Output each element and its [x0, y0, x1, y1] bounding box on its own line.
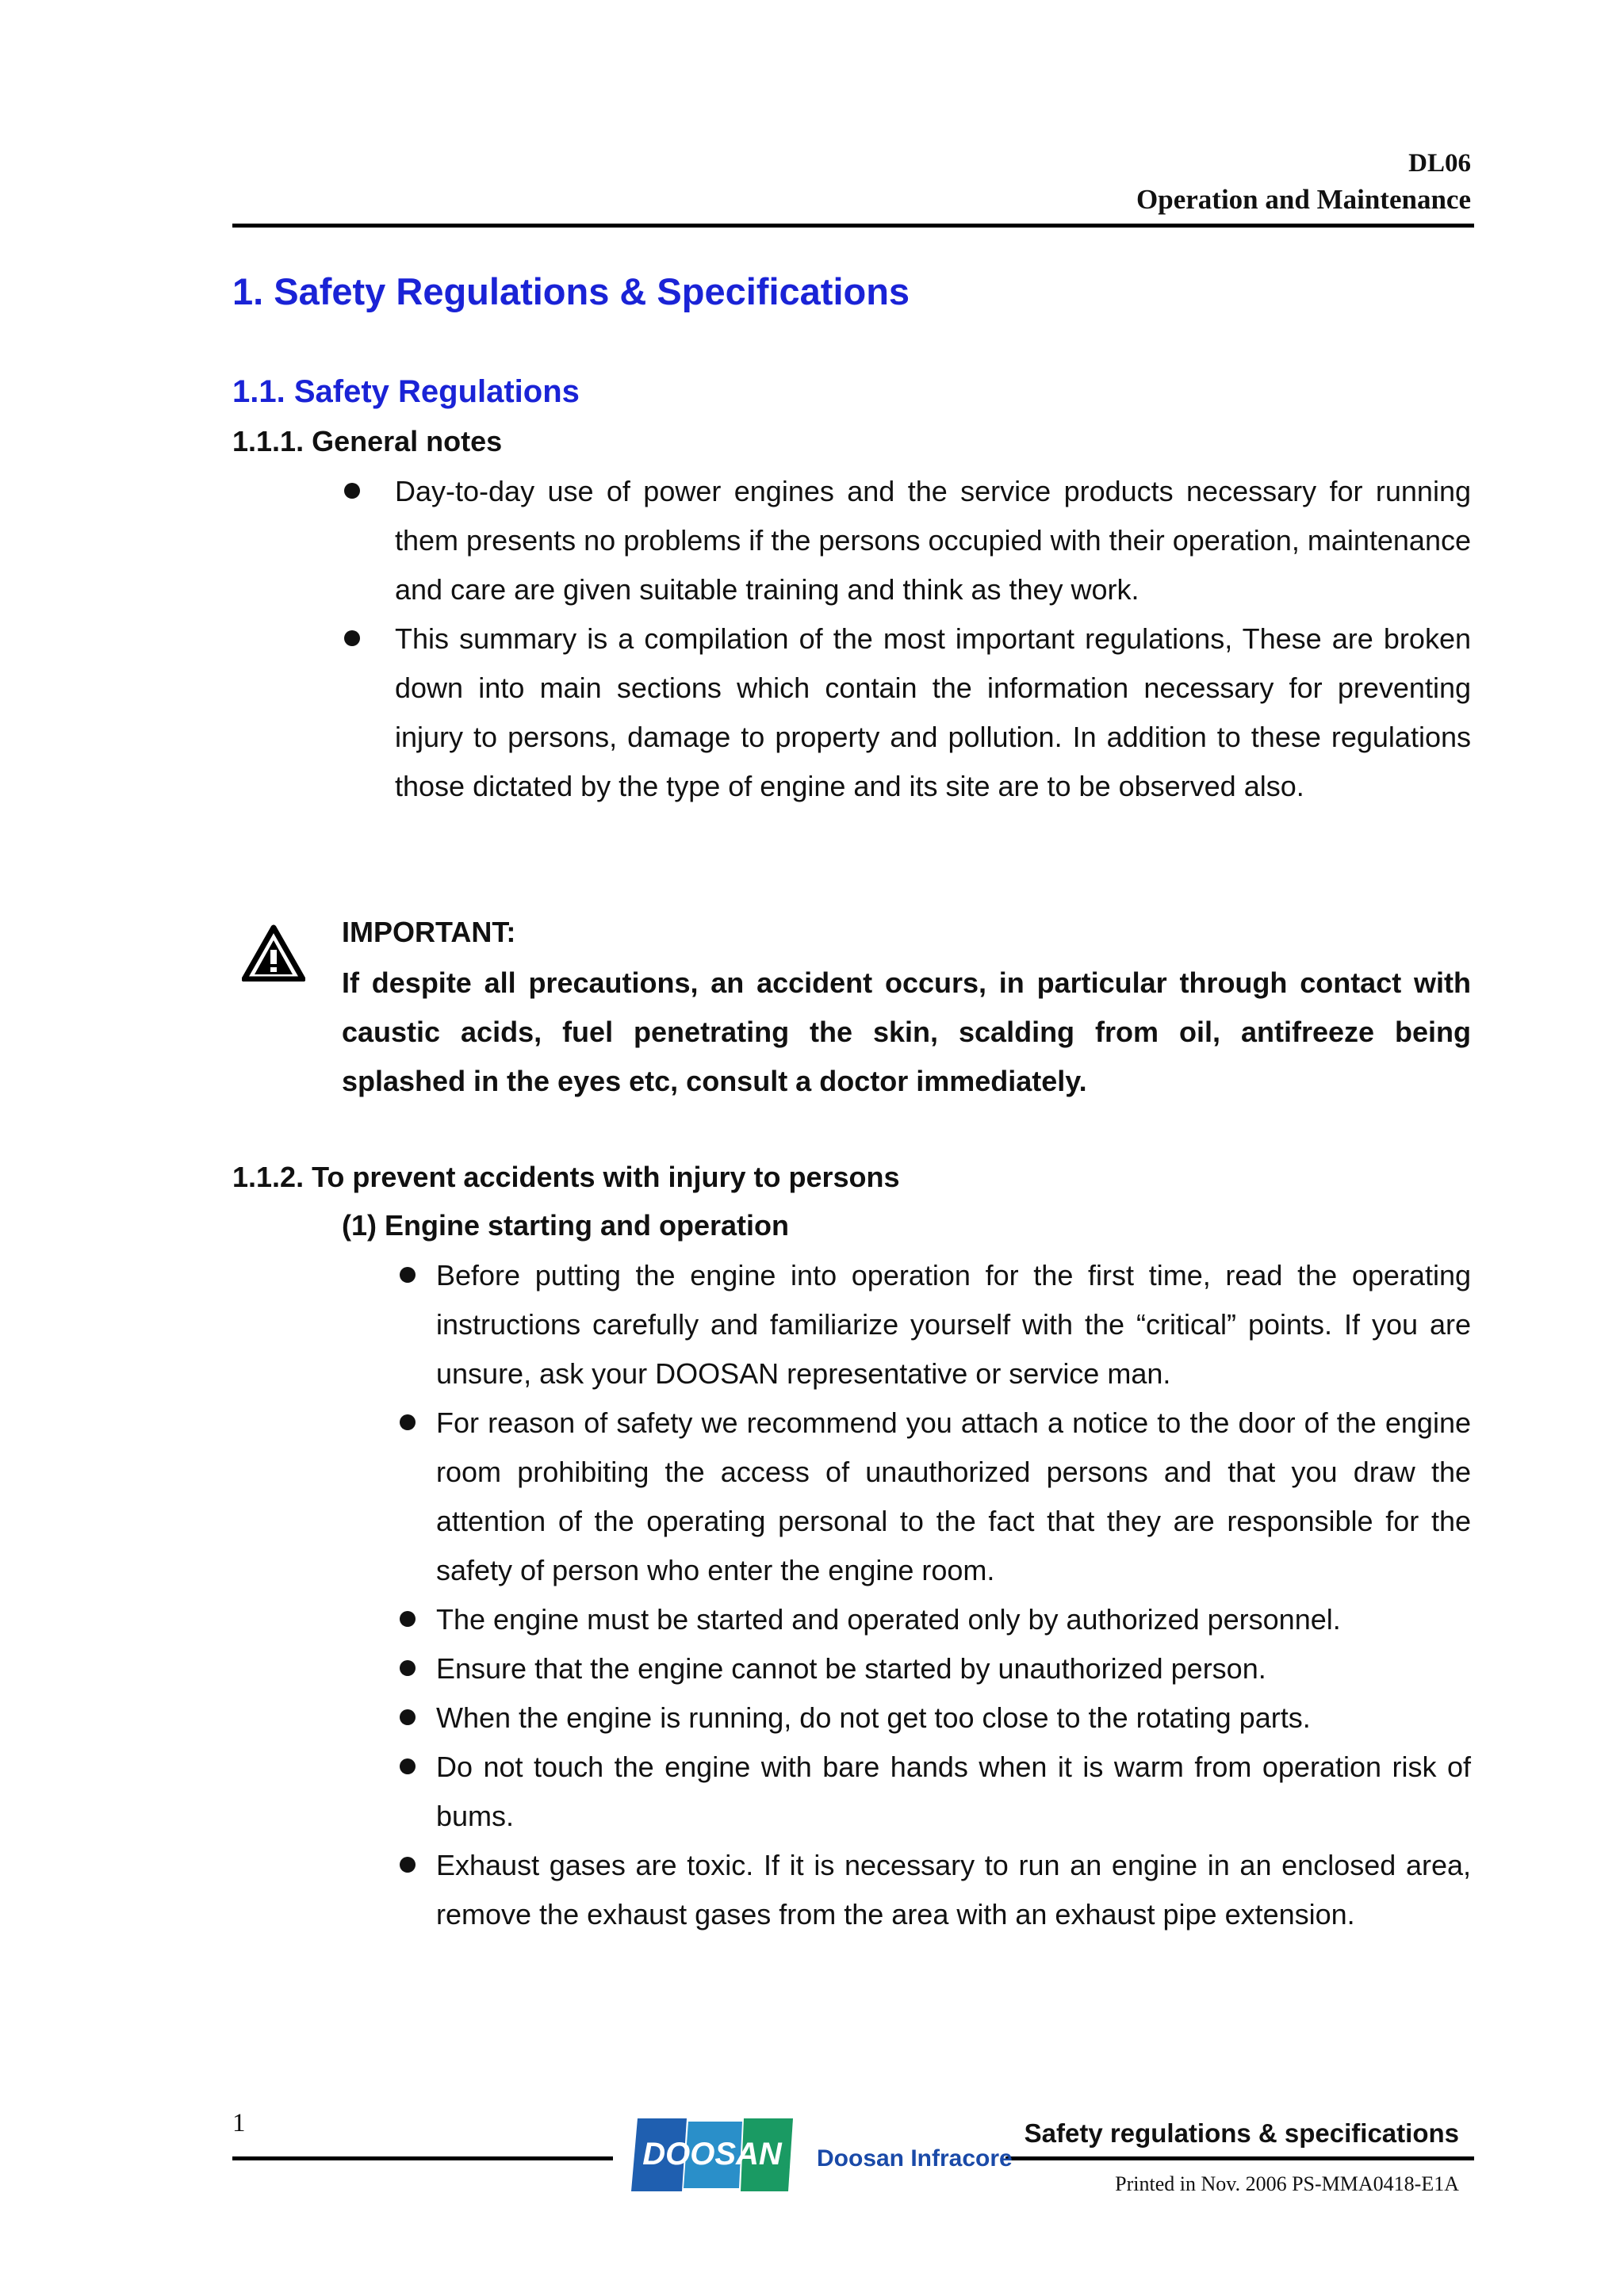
- list-item: The engine must be started and operated only by authorized personnel.: [436, 1603, 1341, 1636]
- bullet-icon: [400, 1857, 416, 1873]
- subheading-engine-starting: (1) Engine starting and operation: [342, 1209, 790, 1242]
- header-rule: [232, 224, 1474, 228]
- list-item: Ensure that the engine cannot be started by unauthorized person.: [436, 1652, 1266, 1685]
- page-number: 1: [232, 2109, 246, 2137]
- footer-print-info: Printed in Nov. 2006 PS-MMA0418-E1A: [1115, 2172, 1459, 2195]
- list-item: For reason of safety we recommend you attach a notice to the door of the engine room prohibiting the access of unauthorized persons and that you draw the attention of the operating personal to the fact that they are responsible for the safety of person who enter the engine room.: [436, 1406, 1471, 1586]
- bullet-icon: [400, 1660, 416, 1676]
- page-title: 1. Safety Regulations & Specifications: [232, 270, 910, 312]
- warning-icon: [242, 924, 305, 982]
- header-code: DL06: [1408, 149, 1471, 178]
- header-subtitle: Operation and Maintenance: [1136, 184, 1471, 215]
- bullet-icon: [400, 1709, 416, 1725]
- bullet-icon: [400, 1267, 416, 1283]
- list-item: Before putting the engine into operation for the first time, read the operating instructions carefully and familiarize yourself with the “critical” points. If you are unsure, ask your DOOSAN representative or service man.: [436, 1259, 1471, 1390]
- section-heading-1-1-1: 1.1.1. General notes: [232, 425, 503, 457]
- important-text: If despite all precautions, an accident occurs, in particular through contact with caustic acids, fuel penetrating the skin, scalding from oil, antifreeze being splashed in the eyes etc, consult a doctor immediately.: [342, 966, 1471, 1097]
- company-name: Doosan Infracore: [817, 2145, 1013, 2172]
- doosan-logo: [623, 2115, 798, 2195]
- list-item: This summary is a compilation of the most important regulations, These are broken down into main sections which contain the information necessary for preventing injury to persons, damage to property and pollution. In addition to these regulations those dictated by the type of engine and its site are to be observed also.: [395, 622, 1471, 802]
- list-item: Day-to-day use of power engines and the service products necessary for running them presents no problems if the persons occupied with their operation, maintenance and care are given suitable training and think as they work.: [395, 475, 1471, 606]
- section-heading-1-1-2: 1.1.2. To prevent accidents with injury to persons: [232, 1161, 900, 1193]
- list-item: When the engine is running, do not get too close to the rotating parts.: [436, 1701, 1311, 1734]
- list-item: Exhaust gases are toxic. If it is necessary to run an engine in an enclosed area, remove the exhaust gases from the area with an exhaust pipe extension.: [436, 1849, 1471, 1931]
- section-heading-1-1: 1.1. Safety Regulations: [232, 374, 580, 409]
- footer-section-title: Safety regulations & specifications: [1024, 2118, 1459, 2148]
- bullet-icon: [344, 483, 360, 499]
- bullet-icon: [344, 630, 360, 646]
- footer-rule-right: [1005, 2156, 1474, 2160]
- logo-wordmark: DOOSAN: [642, 2137, 782, 2172]
- bullet-icon: [400, 1414, 416, 1430]
- footer-rule-left: [232, 2156, 613, 2160]
- bullet-icon: [400, 1758, 416, 1774]
- list-item: Do not touch the engine with bare hands when it is warm from operation risk of bums.: [436, 1751, 1471, 1832]
- important-label: IMPORTANT:: [342, 916, 516, 948]
- bullet-icon: [400, 1611, 416, 1627]
